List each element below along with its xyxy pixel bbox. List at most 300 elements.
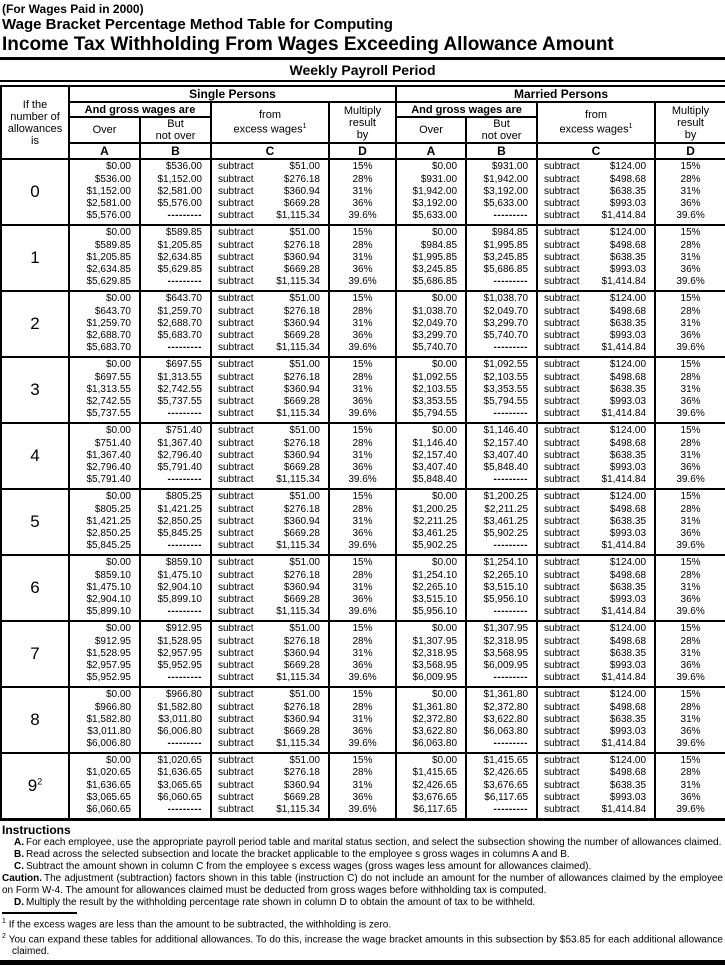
single-multiply-header	[329, 102, 396, 143]
no-upper-limit-dashes: ---------	[167, 474, 202, 486]
subtract-label: subtract	[544, 660, 580, 672]
subtract-line	[212, 384, 328, 396]
not-over-header-line: But	[493, 118, 510, 130]
wage-value: $2,103.55	[412, 383, 458, 395]
subtract-amount: $360.94	[283, 515, 320, 527]
subtract-amount: $51.00	[289, 755, 320, 767]
rate-value: 31%	[680, 449, 701, 461]
married-rate-cell	[655, 555, 725, 621]
not-over-header-line: not over	[155, 130, 196, 142]
subtract-line	[212, 342, 328, 354]
subtract-amount: $498.68	[609, 503, 647, 515]
wage-value: $1,367.40	[157, 437, 202, 449]
subtract-line	[538, 384, 654, 396]
wage-value: $2,372.80	[412, 713, 458, 725]
wage-value: $5,576.00	[86, 210, 131, 222]
document-title: Income Tax Withholding From Wages Exceeding Allowance Amount	[2, 34, 614, 55]
subtract-amount: $1,115.34	[276, 342, 320, 354]
subtract-label: subtract	[218, 342, 254, 354]
subtract-label: subtract	[218, 503, 254, 515]
subtract-line	[212, 293, 328, 305]
subtract-label: subtract	[544, 449, 580, 461]
no-upper-limit-dashes: ---------	[493, 738, 529, 750]
table-row	[1, 291, 725, 357]
instruction-text: Subtract the amount shown in column C from the employee s excess wages (gross wages less amount for allowances claimed).	[26, 860, 592, 872]
rate-value: 31%	[680, 515, 701, 527]
subtract-line	[538, 318, 654, 330]
subtract-label: subtract	[218, 330, 254, 342]
married-not-over-cell	[466, 159, 537, 225]
wage-value: $3,622.80	[412, 726, 458, 738]
wage-value: $3,299.70	[483, 317, 529, 329]
single-subtract-cell	[211, 555, 329, 621]
married-not-over-cell	[466, 357, 537, 423]
subtract-amount: $638.35	[609, 647, 647, 659]
allowance-number: 0	[30, 182, 40, 201]
wage-value: $1,307.95	[483, 623, 529, 635]
instruction-text: For each employee, use the appropriate payroll period table and marital status section, and select the subsection showing the number of allowances claimed.	[26, 836, 722, 848]
wage-value: $5,845.25	[157, 528, 202, 540]
single-subtract-cell	[211, 357, 329, 423]
rate-value: 39.6%	[348, 804, 377, 816]
rate-value: 39.6%	[676, 342, 705, 354]
subtract-line	[538, 227, 654, 239]
rate-value: 39.6%	[348, 342, 377, 354]
subtract-amount: $51.00	[289, 161, 320, 173]
caution-text: The adjustment (subtraction) factors shown in this table (instruction C) do not include an amount for the number of allowances claimed by the employee on Form W-4. The amount for allowances claimed must be deducted from gross wages before withholding tax is computed.	[2, 872, 723, 896]
wage-value: $805.25	[165, 491, 202, 503]
multiply-header-line: result	[677, 116, 704, 129]
subtract-line	[212, 396, 328, 408]
instruction-text: Read across the selected subsection and locate the bracket applicable to the employee s gross wages in columns A and B.	[26, 848, 570, 860]
wage-bracket-table	[0, 85, 725, 821]
wage-value: $643.70	[94, 305, 131, 317]
allowance-number: 1	[30, 248, 40, 267]
wage-value: $912.95	[94, 635, 131, 647]
subtract-amount: $51.00	[289, 227, 320, 239]
not-over-header-line: But	[167, 118, 184, 130]
single-subtract-cell	[211, 621, 329, 687]
single-over-cell	[69, 621, 140, 687]
allowance-count-cell	[1, 423, 69, 489]
wage-value: $2,103.55	[483, 371, 529, 383]
subtract-amount: $276.18	[283, 767, 320, 779]
multiply-header-line: result	[349, 116, 376, 129]
multiply-header-line: by	[356, 128, 369, 141]
rate-value: 15%	[352, 425, 373, 437]
table-row	[1, 357, 725, 423]
allowance-count-cell	[1, 555, 69, 621]
wage-value: $1,421.25	[86, 515, 131, 527]
wage-value: $5,629.85	[157, 264, 202, 276]
subtract-line	[538, 474, 654, 486]
wage-value: $3,192.00	[483, 185, 529, 197]
wage-value: $0.00	[431, 161, 458, 173]
married-not-over-cell	[466, 753, 537, 819]
married-over-cell	[396, 489, 466, 555]
subtract-label: subtract	[218, 767, 254, 779]
subtract-line	[212, 252, 328, 264]
wage-value: $0.00	[105, 755, 131, 767]
subtract-line	[538, 726, 654, 738]
subtract-label: subtract	[544, 791, 580, 803]
table-row	[1, 423, 725, 489]
wage-value: $536.00	[165, 161, 202, 173]
wage-value: $3,676.65	[483, 779, 529, 791]
subtract-amount: $124.00	[609, 689, 647, 701]
single-rate-cell	[329, 423, 396, 489]
subtract-line	[538, 648, 654, 660]
subtract-line	[538, 450, 654, 462]
wage-value: $3,192.00	[412, 198, 458, 210]
subtract-label: subtract	[218, 185, 254, 197]
rate-value: 39.6%	[676, 606, 705, 618]
married-rate-cell	[655, 621, 725, 687]
wage-value: $1,942.00	[412, 185, 458, 197]
rate-value: 28%	[352, 173, 373, 185]
wage-value: $5,633.00	[412, 210, 458, 222]
rate-value: 39.6%	[676, 276, 705, 288]
single-rate-cell	[329, 489, 396, 555]
subtract-amount: $1,414.84	[601, 804, 647, 816]
subtract-amount: $638.35	[609, 779, 647, 791]
rate-value: 31%	[680, 251, 701, 263]
rate-value: 36%	[352, 791, 373, 803]
instructions-title: Instructions	[2, 822, 71, 837]
subtract-amount: $669.28	[283, 791, 320, 803]
subtract-amount: $124.00	[609, 623, 647, 635]
subtract-line	[212, 240, 328, 252]
document-header	[0, 0, 725, 56]
footnote-1	[2, 916, 723, 931]
subtract-label: subtract	[544, 635, 580, 647]
subtract-label: subtract	[544, 581, 580, 593]
table-row	[1, 687, 725, 753]
wage-value: $1,475.10	[157, 569, 202, 581]
subtract-label: subtract	[218, 239, 254, 251]
wage-value: $1,307.95	[412, 635, 458, 647]
single-not-over-cell	[140, 225, 211, 291]
rate-value: 31%	[352, 779, 373, 791]
subtract-label: subtract	[544, 317, 580, 329]
subtract-amount: $1,115.34	[276, 210, 320, 222]
single-rate-cell	[329, 687, 396, 753]
wage-value: $2,372.80	[483, 701, 529, 713]
subtract-line	[212, 689, 328, 701]
subtract-label: subtract	[544, 198, 580, 210]
subtract-amount: $498.68	[609, 767, 647, 779]
subtract-amount: $669.28	[283, 462, 320, 474]
wage-value: $0.00	[105, 293, 131, 305]
subtract-line	[212, 264, 328, 276]
no-upper-limit-dashes: ---------	[167, 276, 202, 288]
wage-value: $2,957.95	[86, 660, 131, 672]
wage-value: $0.00	[431, 425, 458, 437]
wage-value: $966.80	[165, 689, 202, 701]
married-multiply-header	[655, 102, 725, 143]
rate-value: 39.6%	[676, 738, 705, 750]
subtract-label: subtract	[544, 557, 580, 569]
rate-value: 15%	[680, 161, 701, 173]
multiply-header-line: Multiply	[671, 104, 710, 117]
wage-value: $6,063.80	[483, 726, 529, 738]
subtract-amount: $51.00	[289, 359, 320, 371]
allowance-number: 9	[27, 775, 38, 795]
rate-value: 39.6%	[348, 606, 377, 618]
rate-value: 39.6%	[348, 210, 377, 222]
wage-value: $2,318.95	[483, 635, 529, 647]
wage-value: $2,796.40	[86, 462, 131, 474]
subtract-line	[538, 660, 654, 672]
wage-value: $5,576.00	[157, 198, 202, 210]
subtract-line	[538, 293, 654, 305]
subtract-line	[212, 161, 328, 173]
wage-value: $2,742.55	[157, 383, 202, 395]
rate-value: 31%	[352, 251, 373, 263]
wage-value: $2,742.55	[86, 396, 131, 408]
married-section-header: Married Persons	[396, 86, 725, 102]
subtract-amount: $360.94	[283, 647, 320, 659]
subtract-line	[538, 408, 654, 420]
subtract-label: subtract	[218, 606, 254, 618]
wage-value: $3,299.70	[412, 330, 458, 342]
rate-value: 31%	[352, 713, 373, 725]
wage-value: $2,157.40	[483, 437, 529, 449]
single-over-header: Over	[69, 117, 140, 143]
column-letter-b: B	[140, 143, 211, 159]
married-over-cell	[396, 291, 466, 357]
subtract-line	[212, 438, 328, 450]
wage-value: $2,426.65	[412, 779, 458, 791]
rate-value: 36%	[680, 660, 701, 672]
wage-value: $1,636.65	[157, 767, 202, 779]
no-upper-limit-dashes: ---------	[167, 804, 202, 816]
rate-value: 31%	[680, 383, 701, 395]
wage-value: $3,515.10	[412, 594, 458, 606]
wage-value: $859.10	[165, 557, 202, 569]
single-subtract-cell	[211, 753, 329, 819]
subtract-label: subtract	[218, 317, 254, 329]
rate-value: 15%	[680, 689, 701, 701]
instruction-leader: A.	[14, 836, 24, 848]
wage-value: $0.00	[431, 689, 458, 701]
column-letter-b: B	[466, 143, 537, 159]
rate-value: 28%	[352, 569, 373, 581]
wages-paid-year-line: (For Wages Paid in 2000)	[2, 2, 144, 16]
subtract-amount: $993.03	[609, 462, 647, 474]
rate-value: 15%	[352, 227, 373, 239]
single-rate-cell	[329, 753, 396, 819]
rate-value: 15%	[352, 557, 373, 569]
wage-value: $5,686.85	[483, 264, 529, 276]
subtract-label: subtract	[218, 371, 254, 383]
married-not-over-cell	[466, 225, 537, 291]
single-not-over-cell	[140, 621, 211, 687]
subtract-line	[212, 516, 328, 528]
subtract-line	[212, 636, 328, 648]
wage-value: $1,361.80	[483, 689, 529, 701]
wage-value: $1,582.80	[86, 713, 131, 725]
subtract-label: subtract	[218, 305, 254, 317]
subtract-line	[538, 276, 654, 288]
rate-value: 39.6%	[348, 540, 377, 552]
rate-value: 39.6%	[348, 672, 377, 684]
single-subtract-cell	[211, 687, 329, 753]
subtract-line	[212, 726, 328, 738]
rate-value: 36%	[680, 594, 701, 606]
subtract-line	[538, 702, 654, 714]
wage-value: $3,568.95	[483, 647, 529, 659]
married-subtract-cell	[537, 555, 655, 621]
wage-value: $3,065.65	[157, 779, 202, 791]
subtract-label: subtract	[544, 491, 580, 503]
rate-value: 36%	[352, 264, 373, 276]
subtract-line	[212, 767, 328, 779]
single-subtract-cell	[211, 423, 329, 489]
single-over-cell	[69, 555, 140, 621]
wage-value: $1,146.40	[412, 437, 458, 449]
subtract-label: subtract	[218, 437, 254, 449]
rate-value: 36%	[680, 264, 701, 276]
married-not-over-cell	[466, 621, 537, 687]
rate-value: 36%	[352, 198, 373, 210]
subtract-label: subtract	[544, 251, 580, 263]
rate-value: 15%	[680, 425, 701, 437]
subtract-label: subtract	[218, 779, 254, 791]
married-rate-cell	[655, 291, 725, 357]
table-header	[1, 86, 725, 159]
married-over-header: Over	[396, 117, 466, 143]
subtract-line	[212, 450, 328, 462]
wage-value: $2,796.40	[157, 449, 202, 461]
single-not-over-cell	[140, 357, 211, 423]
wage-value: $0.00	[105, 359, 131, 371]
rate-value: 39.6%	[676, 672, 705, 684]
subtract-line	[212, 582, 328, 594]
wage-value: $5,737.55	[157, 396, 202, 408]
married-over-cell	[396, 621, 466, 687]
table-body	[1, 159, 725, 819]
rate-value: 39.6%	[676, 210, 705, 222]
wage-value: $5,902.25	[483, 528, 529, 540]
rate-value: 28%	[352, 305, 373, 317]
wage-value: $0.00	[105, 623, 131, 635]
wage-value: $859.10	[94, 569, 131, 581]
subtract-line	[212, 570, 328, 582]
wage-value: $6,006.80	[86, 738, 131, 750]
subtract-amount: $360.94	[283, 185, 320, 197]
subtract-amount: $51.00	[289, 689, 320, 701]
rate-value: 28%	[352, 701, 373, 713]
subtract-line	[538, 557, 654, 569]
married-over-cell	[396, 225, 466, 291]
wage-value: $2,581.00	[157, 185, 202, 197]
rate-value: 28%	[680, 503, 701, 515]
subtract-amount: $1,414.84	[601, 738, 647, 750]
single-subtract-cell	[211, 489, 329, 555]
allowances-header-line: allowances	[7, 122, 63, 135]
subtract-label: subtract	[218, 276, 254, 288]
single-not-over-cell	[140, 159, 211, 225]
subtract-line	[538, 516, 654, 528]
single-over-cell	[69, 225, 140, 291]
wage-value: $3,407.40	[483, 449, 529, 461]
single-not-over-cell	[140, 687, 211, 753]
married-over-cell	[396, 159, 466, 225]
wage-value: $6,009.95	[412, 672, 458, 684]
footnote-text: If the excess wages are less than the amount to be subtracted, the withholding is zero.	[8, 918, 392, 930]
rate-value: 39.6%	[348, 408, 377, 420]
subtract-label: subtract	[218, 701, 254, 713]
subtract-line	[538, 594, 654, 606]
rate-value: 15%	[352, 689, 373, 701]
excess-header-text: excess wages	[233, 123, 303, 136]
rate-value: 36%	[352, 528, 373, 540]
subtract-amount: $638.35	[609, 251, 647, 263]
wage-value: $2,318.95	[412, 647, 458, 659]
rate-value: 28%	[352, 437, 373, 449]
subtract-label: subtract	[544, 408, 580, 420]
allowance-count-cell	[1, 357, 69, 423]
instruction-d	[2, 897, 723, 909]
subtract-label: subtract	[544, 227, 580, 239]
wage-value: $984.85	[491, 227, 529, 239]
rate-value: 28%	[352, 503, 373, 515]
rate-value: 28%	[352, 239, 373, 251]
wage-value: $1,038.70	[483, 293, 529, 305]
allowance-number: 6	[30, 578, 40, 597]
wage-value: $5,902.25	[412, 540, 458, 552]
subtract-label: subtract	[544, 569, 580, 581]
allowance-count-cell	[1, 489, 69, 555]
subtract-line	[212, 186, 328, 198]
subtract-line	[538, 306, 654, 318]
rate-value: 31%	[680, 713, 701, 725]
subtract-label: subtract	[218, 672, 254, 684]
subtract-line	[538, 491, 654, 503]
subtract-label: subtract	[218, 383, 254, 395]
married-over-cell	[396, 357, 466, 423]
footnote-text: You can expand these tables for additional allowances. To do this, increase the wage bracket amounts in this subsection by $53.85 for each additional allowance claimed.	[8, 934, 723, 958]
subtract-label: subtract	[544, 767, 580, 779]
subtract-line	[538, 767, 654, 779]
subtract-label: subtract	[218, 755, 254, 767]
wage-value: $697.55	[94, 371, 131, 383]
subtract-amount: $124.00	[609, 161, 647, 173]
subtract-label: subtract	[544, 779, 580, 791]
rate-value: 31%	[352, 515, 373, 527]
single-not-over-header	[140, 117, 211, 143]
rate-value: 36%	[680, 396, 701, 408]
subtract-label: subtract	[544, 738, 580, 750]
subtract-line	[538, 264, 654, 276]
subtract-line	[538, 672, 654, 684]
subtract-amount: $124.00	[609, 359, 647, 371]
subtract-amount: $669.28	[283, 330, 320, 342]
subtract-label: subtract	[544, 689, 580, 701]
single-subtract-cell	[211, 291, 329, 357]
subtract-line	[212, 623, 328, 635]
rate-value: 28%	[680, 437, 701, 449]
subtract-line	[212, 540, 328, 552]
wage-value: $0.00	[105, 161, 131, 173]
wage-value: $589.85	[165, 227, 202, 239]
subtract-line	[538, 582, 654, 594]
subtract-line	[212, 227, 328, 239]
wage-value: $3,407.40	[412, 462, 458, 474]
subtract-label: subtract	[218, 804, 254, 816]
subtract-line	[538, 210, 654, 222]
